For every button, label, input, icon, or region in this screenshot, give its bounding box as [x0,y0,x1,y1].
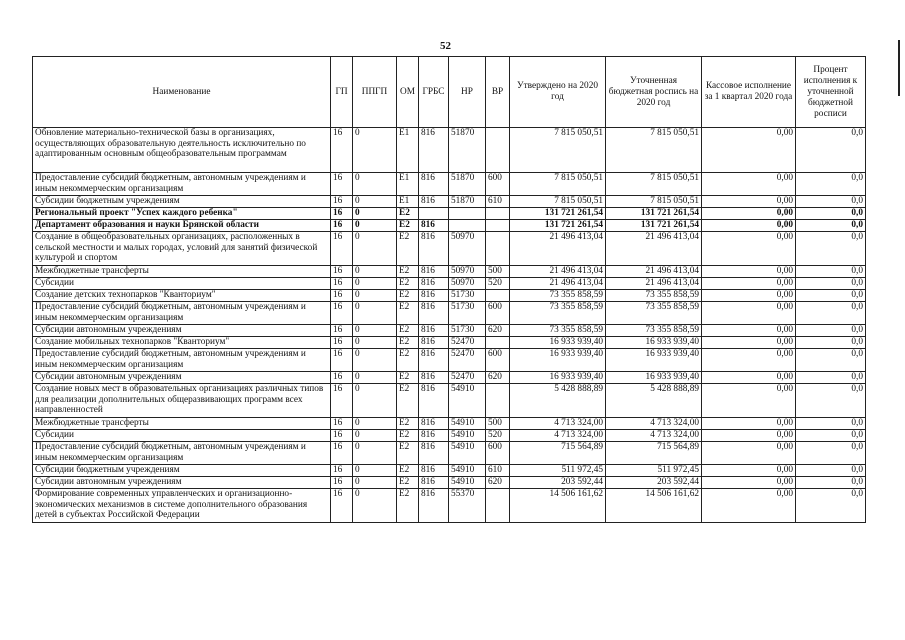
cell-ppgp: 0 [353,290,397,302]
cell-gp: 16 [331,266,353,278]
cell-revised: 73 355 858,59 [606,302,702,325]
cell-vr [486,220,510,232]
cell-approved: 21 496 413,04 [510,266,606,278]
cell-ppgp: 0 [353,418,397,430]
cell-om: Е2 [397,232,419,266]
cell-executed: 0,00 [702,208,796,220]
cell-name: Региональный проект "Успех каждого ребенка" [33,208,331,220]
cell-om: Е2 [397,384,419,418]
cell-revised: 131 721 261,54 [606,220,702,232]
cell-np: 52470 [449,372,486,384]
cell-approved: 4 713 324,00 [510,418,606,430]
cell-approved: 14 506 161,62 [510,489,606,523]
cell-grbs: 816 [419,430,449,442]
header-executed: Кассовое исполнение за 1 квартал 2020 года [702,57,796,128]
cell-om: Е1 [397,196,419,208]
cell-om: Е2 [397,418,419,430]
cell-vr: 520 [486,278,510,290]
table-row [33,418,866,430]
header-percent: Процент исполнения к уточненной бюджетной росписи [796,57,866,128]
cell-np: 54910 [449,465,486,477]
cell-revised: 7 815 050,51 [606,128,702,173]
cell-grbs: 816 [419,465,449,477]
cell-executed: 0,00 [702,278,796,290]
table-row [33,384,866,418]
cell-approved: 203 592,44 [510,477,606,489]
cell-approved: 16 933 939,40 [510,372,606,384]
cell-om: Е2 [397,325,419,337]
cell-name: Предоставление субсидий бюджетным, автономным учреждениям и иным некоммерческим организациям [33,349,331,372]
cell-revised: 4 713 324,00 [606,430,702,442]
cell-executed: 0,00 [702,325,796,337]
cell-ppgp: 0 [353,278,397,290]
table-row [33,266,866,278]
cell-name: Межбюджетные трансферты [33,418,331,430]
cell-np: 52470 [449,337,486,349]
cell-approved: 131 721 261,54 [510,220,606,232]
table-row [33,465,866,477]
cell-vr: 610 [486,465,510,477]
cell-vr [486,489,510,523]
cell-vr [486,290,510,302]
cell-approved: 16 933 939,40 [510,337,606,349]
cell-percent: 0,0 [796,349,866,372]
cell-np: 54910 [449,430,486,442]
cell-np [449,208,486,220]
cell-vr [486,232,510,266]
cell-gp: 16 [331,196,353,208]
cell-name: Субсидии автономным учреждениям [33,477,331,489]
cell-om: Е2 [397,349,419,372]
cell-np [449,220,486,232]
cell-vr [486,128,510,173]
cell-np: 54910 [449,418,486,430]
cell-name: Субсидии бюджетным учреждениям [33,465,331,477]
cell-ppgp: 0 [353,477,397,489]
cell-om: Е2 [397,266,419,278]
cell-grbs: 816 [419,477,449,489]
cell-percent: 0,0 [796,128,866,173]
cell-vr [486,208,510,220]
cell-revised: 7 815 050,51 [606,196,702,208]
cell-percent: 0,0 [796,384,866,418]
cell-executed: 0,00 [702,430,796,442]
cell-gp: 16 [331,173,353,196]
cell-om: Е2 [397,302,419,325]
cell-gp: 16 [331,477,353,489]
cell-executed: 0,00 [702,337,796,349]
cell-gp: 16 [331,232,353,266]
cell-revised: 21 496 413,04 [606,278,702,290]
cell-name: Субсидии [33,278,331,290]
cell-gp: 16 [331,208,353,220]
cell-np: 52470 [449,349,486,372]
cell-np: 51730 [449,290,486,302]
cell-name: Предоставление субсидий бюджетным, автономным учреждениям и иным некоммерческим организациям [33,302,331,325]
cell-approved: 16 933 939,40 [510,349,606,372]
table-row [33,337,866,349]
header-vr: ВР [486,57,510,128]
cell-executed: 0,00 [702,220,796,232]
cell-grbs: 816 [419,173,449,196]
cell-ppgp: 0 [353,266,397,278]
cell-gp: 16 [331,465,353,477]
cell-ppgp: 0 [353,384,397,418]
cell-gp: 16 [331,372,353,384]
cell-om: Е2 [397,220,419,232]
cell-grbs: 816 [419,196,449,208]
cell-executed: 0,00 [702,489,796,523]
cell-executed: 0,00 [702,442,796,465]
cell-approved: 5 428 888,89 [510,384,606,418]
header-row [33,57,866,128]
table-body [33,128,866,523]
cell-om: Е2 [397,372,419,384]
cell-gp: 16 [331,384,353,418]
budget-table [32,56,866,523]
table-row [33,278,866,290]
page-number: 52 [440,40,451,52]
cell-approved: 7 815 050,51 [510,173,606,196]
cell-revised: 131 721 261,54 [606,208,702,220]
cell-name: Субсидии автономным учреждениям [33,325,331,337]
table-row [33,372,866,384]
cell-om: Е2 [397,465,419,477]
cell-executed: 0,00 [702,418,796,430]
cell-executed: 0,00 [702,266,796,278]
cell-ppgp: 0 [353,430,397,442]
cell-ppgp: 0 [353,372,397,384]
cell-percent: 0,0 [796,208,866,220]
cell-approved: 21 496 413,04 [510,232,606,266]
header-name: Наименование [33,57,331,128]
cell-percent: 0,0 [796,418,866,430]
cell-np: 51730 [449,325,486,337]
cell-ppgp: 0 [353,349,397,372]
cell-om: Е2 [397,290,419,302]
cell-name: Предоставление субсидий бюджетным, автономным учреждениям и иным некоммерческим организациям [33,442,331,465]
cell-om: Е2 [397,430,419,442]
cell-grbs: 816 [419,220,449,232]
cell-gp: 16 [331,302,353,325]
cell-revised: 5 428 888,89 [606,384,702,418]
cell-executed: 0,00 [702,302,796,325]
cell-np: 50970 [449,266,486,278]
table-row [33,489,866,523]
cell-name: Предоставление субсидий бюджетным, автономным учреждениям и иным некоммерческим организациям [33,173,331,196]
cell-np: 50970 [449,278,486,290]
cell-revised: 715 564,89 [606,442,702,465]
cell-percent: 0,0 [796,302,866,325]
cell-revised: 14 506 161,62 [606,489,702,523]
cell-ppgp: 0 [353,442,397,465]
cell-np: 51870 [449,196,486,208]
table-row [33,220,866,232]
cell-percent: 0,0 [796,442,866,465]
cell-ppgp: 0 [353,465,397,477]
cell-revised: 16 933 939,40 [606,337,702,349]
header-revised: Уточненная бюджетная роспись на 2020 год [606,57,702,128]
cell-executed: 0,00 [702,349,796,372]
cell-om: Е2 [397,278,419,290]
cell-gp: 16 [331,128,353,173]
cell-percent: 0,0 [796,430,866,442]
cell-gp: 16 [331,220,353,232]
cell-approved: 73 355 858,59 [510,302,606,325]
cell-approved: 7 815 050,51 [510,196,606,208]
header-approved: Утверждено на 2020 год [510,57,606,128]
cell-grbs: 816 [419,372,449,384]
cell-percent: 0,0 [796,477,866,489]
cell-revised: 16 933 939,40 [606,372,702,384]
table-row [33,442,866,465]
table-row [33,302,866,325]
table-row [33,325,866,337]
table-row [33,232,866,266]
header-om: ОМ [397,57,419,128]
cell-revised: 21 496 413,04 [606,266,702,278]
cell-revised: 7 815 050,51 [606,173,702,196]
cell-grbs: 816 [419,278,449,290]
cell-name: Департамент образования и науки Брянской области [33,220,331,232]
cell-ppgp: 0 [353,489,397,523]
table-row [33,477,866,489]
cell-executed: 0,00 [702,465,796,477]
cell-np: 51730 [449,302,486,325]
cell-revised: 16 933 939,40 [606,349,702,372]
table-row [33,290,866,302]
cell-percent: 0,0 [796,266,866,278]
cell-percent: 0,0 [796,220,866,232]
cell-approved: 7 815 050,51 [510,128,606,173]
cell-vr: 600 [486,349,510,372]
cell-vr: 610 [486,196,510,208]
cell-executed: 0,00 [702,290,796,302]
cell-revised: 203 592,44 [606,477,702,489]
cell-name: Субсидии [33,430,331,442]
cell-executed: 0,00 [702,128,796,173]
cell-percent: 0,0 [796,337,866,349]
cell-executed: 0,00 [702,477,796,489]
cell-approved: 4 713 324,00 [510,430,606,442]
header-grbs: ГРБС [419,57,449,128]
cell-name: Субсидии автономным учреждениям [33,372,331,384]
cell-name: Обновление материально-технической базы в организациях, осуществляющих образовательную деятельность исключительно по адаптированным основным общеобразовательным программам [33,128,331,173]
cell-vr: 600 [486,173,510,196]
cell-ppgp: 0 [353,128,397,173]
cell-grbs: 816 [419,349,449,372]
cell-executed: 0,00 [702,372,796,384]
cell-percent: 0,0 [796,372,866,384]
cell-name: Создание в общеобразовательных организациях, расположенных в сельской местности и малых городах, условий для занятий физической культурой и спортом [33,232,331,266]
cell-grbs [419,208,449,220]
cell-approved: 73 355 858,59 [510,290,606,302]
cell-revised: 21 496 413,04 [606,232,702,266]
cell-grbs: 816 [419,325,449,337]
cell-np: 54910 [449,384,486,418]
cell-om: Е2 [397,337,419,349]
cell-grbs: 816 [419,128,449,173]
cell-np: 51870 [449,173,486,196]
cell-vr [486,337,510,349]
cell-name: Создание мобильных технопарков "Кванториум" [33,337,331,349]
cell-grbs: 816 [419,302,449,325]
cell-om: Е2 [397,489,419,523]
cell-vr: 620 [486,477,510,489]
cell-approved: 511 972,45 [510,465,606,477]
cell-gp: 16 [331,430,353,442]
cell-percent: 0,0 [796,173,866,196]
cell-name: Субсидии бюджетным учреждениям [33,196,331,208]
cell-vr: 500 [486,266,510,278]
cell-percent: 0,0 [796,489,866,523]
cell-gp: 16 [331,290,353,302]
cell-gp: 16 [331,325,353,337]
cell-om: Е1 [397,173,419,196]
cell-np: 54910 [449,477,486,489]
cell-name: Межбюджетные трансферты [33,266,331,278]
cell-grbs: 816 [419,384,449,418]
cell-vr: 500 [486,418,510,430]
cell-ppgp: 0 [353,196,397,208]
cell-revised: 4 713 324,00 [606,418,702,430]
cell-approved: 715 564,89 [510,442,606,465]
table-row [33,349,866,372]
cell-ppgp: 0 [353,220,397,232]
table-row [33,196,866,208]
cell-vr: 600 [486,442,510,465]
cell-percent: 0,0 [796,465,866,477]
cell-ppgp: 0 [353,302,397,325]
cell-revised: 73 355 858,59 [606,325,702,337]
cell-ppgp: 0 [353,325,397,337]
cell-ppgp: 0 [353,337,397,349]
cell-vr: 620 [486,372,510,384]
cell-percent: 0,0 [796,232,866,266]
cell-gp: 16 [331,349,353,372]
cell-percent: 0,0 [796,325,866,337]
cell-gp: 16 [331,442,353,465]
cell-gp: 16 [331,337,353,349]
table-row [33,208,866,220]
cell-approved: 131 721 261,54 [510,208,606,220]
cell-om: Е2 [397,442,419,465]
header-ppgp: ППГП [353,57,397,128]
cell-grbs: 816 [419,442,449,465]
cell-np: 54910 [449,442,486,465]
cell-grbs: 816 [419,266,449,278]
cell-vr: 620 [486,325,510,337]
cell-executed: 0,00 [702,196,796,208]
edge-mark [898,40,900,96]
cell-ppgp: 0 [353,208,397,220]
cell-approved: 73 355 858,59 [510,325,606,337]
cell-grbs: 816 [419,232,449,266]
cell-om: Е1 [397,128,419,173]
cell-gp: 16 [331,489,353,523]
cell-grbs: 816 [419,489,449,523]
cell-np: 50970 [449,232,486,266]
cell-ppgp: 0 [353,232,397,266]
header-np: НР [449,57,486,128]
cell-revised: 73 355 858,59 [606,290,702,302]
cell-percent: 0,0 [796,290,866,302]
cell-revised: 511 972,45 [606,465,702,477]
table-row [33,430,866,442]
cell-gp: 16 [331,418,353,430]
cell-grbs: 816 [419,337,449,349]
cell-percent: 0,0 [796,278,866,290]
cell-grbs: 816 [419,290,449,302]
cell-ppgp: 0 [353,173,397,196]
cell-approved: 21 496 413,04 [510,278,606,290]
cell-om: Е2 [397,208,419,220]
cell-name: Формирование современных управленческих и организационно-экономических механизмов в системе дополнительного образования детей в субъектах Российской Федерации [33,489,331,523]
cell-executed: 0,00 [702,173,796,196]
cell-om: Е2 [397,477,419,489]
cell-np: 55370 [449,489,486,523]
cell-executed: 0,00 [702,232,796,266]
header-gp: ГП [331,57,353,128]
cell-gp: 16 [331,278,353,290]
cell-name: Создание новых мест в образовательных организациях различных типов для реализации дополнительных общеразвивающих программ всех направленностей [33,384,331,418]
cell-vr: 520 [486,430,510,442]
cell-percent: 0,0 [796,196,866,208]
table-row [33,173,866,196]
cell-grbs: 816 [419,418,449,430]
cell-vr: 600 [486,302,510,325]
cell-executed: 0,00 [702,384,796,418]
cell-name: Создание детских технопарков "Кванториум" [33,290,331,302]
cell-np: 51870 [449,128,486,173]
table-row [33,128,866,173]
cell-vr [486,384,510,418]
